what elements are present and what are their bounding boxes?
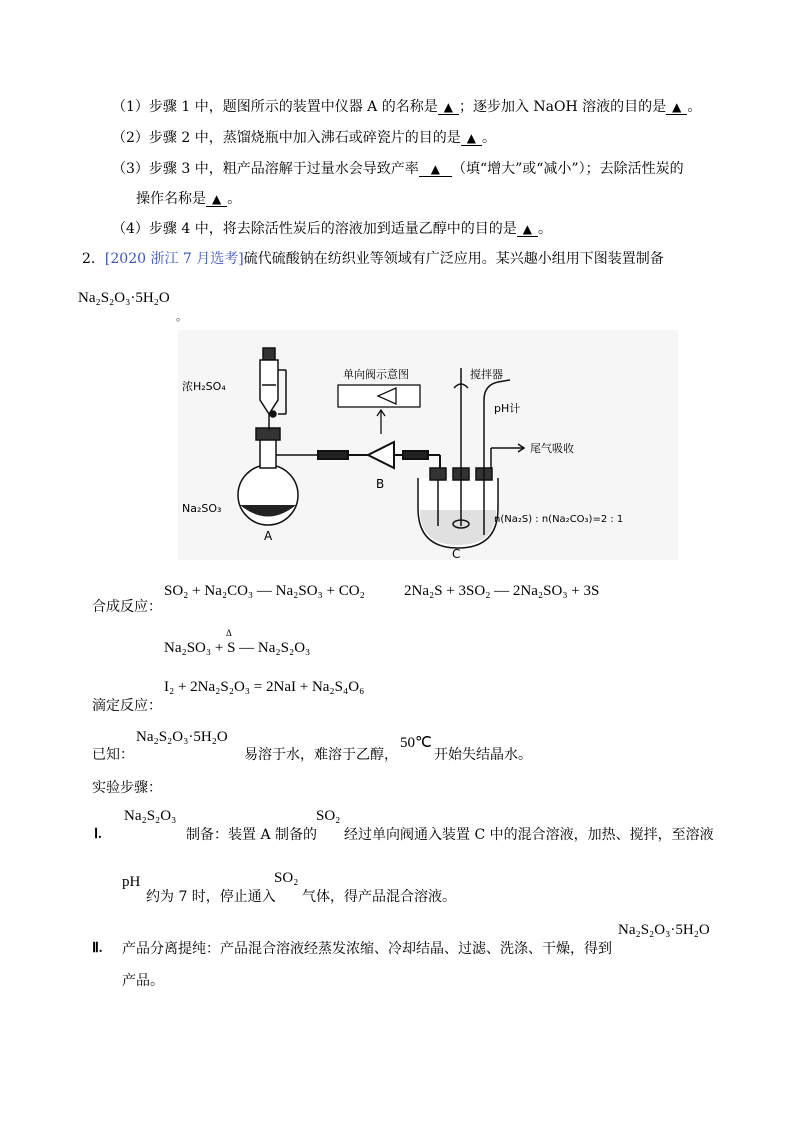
step-1-text-4: 气体，得产品混合溶液。 [302,889,456,905]
label-na2so3: Na₂SO₃ [182,502,222,515]
answer-blank: ▲ [206,192,227,207]
step-1-text-2: 经过单向阀通入装置 C 中的混合溶液，加热、搅拌，至溶液 [344,827,714,843]
label-ph-meter: pH计 [494,402,521,415]
q1-text-b: ；逐步加入 NaOH 溶液的目的是 [458,99,667,115]
known-text-2: 开始失结晶水。 [434,747,532,763]
known-formula: Na₂S₂O₃·5H₂O [136,729,228,745]
question-1 [112,98,701,116]
answer-blank: ▲ [438,100,459,115]
question-3 [112,160,684,178]
q3-text-b: （填“增大”或“减小”）；去除活性炭的 [451,161,684,177]
equation-3: Na₂SO₃ + S — Na₂S₂O₃ [164,640,311,656]
equation-3-condition: Δ [226,628,232,638]
equation-2: 2Na₂S + 3SO₂ — 2Na₂SO₃ + 3S [404,583,600,599]
label-h2so4: 浓H₂SO₄ [182,380,226,393]
step-2-number: Ⅱ. [92,941,103,956]
q1-text-a: （1）步骤 1 中，题图所示的装置中仪器 A 的名称是 [112,99,438,115]
question-2 [112,129,496,147]
label-stirrer: 搅拌器 [470,368,503,381]
question-4 [112,220,552,238]
q3-text-c: 操作名称是 [136,191,206,207]
titration-label: 滴定反应： [92,698,162,714]
equation-1: SO₂ + Na₂CO₃ — Na₂SO₃ + CO₂ [164,583,365,599]
steps-label: 实验步骤： [92,780,162,796]
ph-symbol: pH [122,874,141,890]
step-1-number: Ⅰ. [94,827,102,842]
apparatus-diagram [178,330,678,560]
step-2-text-2: 产品。 [122,973,164,989]
q4-text-a: （4）步骤 4 中，将去除活性炭后的溶液加到适量乙醇中的目的是 [112,221,517,237]
step-1-formula: Na₂S₂O₃ [124,808,177,824]
target-formula: Na₂S₂O₃·5H₂O [78,290,170,306]
known-label: 已知： [92,747,134,763]
step-2-text: 产品分离提纯：产品混合溶液经蒸发浓缩、冷却结晶、过滤、洗涤、干燥，得到 [122,941,612,957]
answer-blank: ▲ [419,162,452,177]
problem-number: 2． [82,251,105,267]
question-3-cont [136,190,241,208]
q3-text-a: （3）步骤 3 中，粗产品溶解于过量水会导致产率 [112,161,419,177]
temperature: 50℃ [400,735,432,751]
equation-4: I₂ + 2Na₂S₂O₃ = 2NaI + Na₂S₄O₆ [164,679,365,695]
intro-text: 硫代硫酸钠在纺织业等领域有广泛应用。某兴趣小组用下图装置制备 [243,251,664,267]
label-c: C [452,547,461,560]
label-a: A [264,529,273,543]
label-b: B [376,477,385,491]
label-exhaust: 尾气吸收 [530,442,574,455]
step-1-text-3: 约为 7 时，停止通入 [146,889,276,905]
period-mark: 。 [176,310,187,323]
q2-text-b: 。 [481,130,496,146]
answer-blank: ▲ [461,131,482,146]
synthesis-label: 合成反应： [92,599,162,615]
label-ratio: n(Na₂S) : n(Na₂CO₃)=2 : 1 [494,514,624,525]
step-1-text-1: 制备：装置 A 制备的 [186,827,318,843]
source-link[interactable]: [2020 浙江 7 月选考] [104,251,244,267]
known-text-1: 易溶于水，难溶于乙醇， [244,747,398,763]
label-valve: 单向阀示意图 [343,368,409,381]
q4-text-b: 。 [537,221,552,237]
problem-2-intro [82,250,664,268]
q3-text-d: 。 [227,191,242,207]
answer-blank: ▲ [666,100,687,115]
q2-text-a: （2）步骤 2 中，蒸馏烧瓶中加入沸石或碎瓷片的目的是 [112,130,461,146]
step-1-so2: SO₂ [316,808,341,824]
answer-blank: ▲ [517,222,538,237]
q1-text-c: 。 [687,99,702,115]
step-1-so2-b: SO₂ [274,870,299,886]
step-2-formula: Na₂S₂O₃·5H₂O [618,922,710,938]
